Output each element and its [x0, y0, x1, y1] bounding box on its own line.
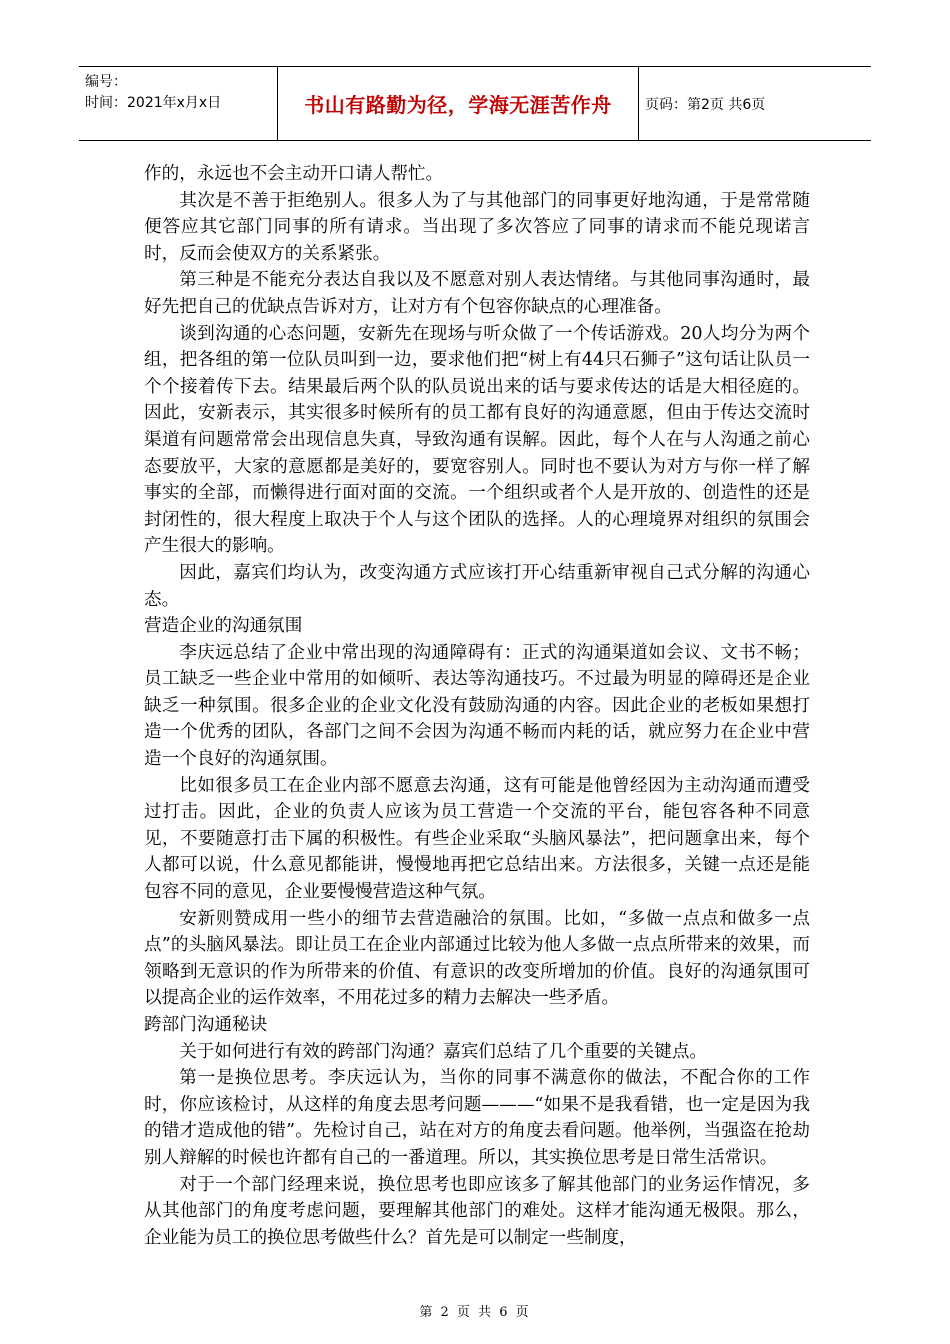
paragraph: 第一是换位思考。李庆远认为，当你的同事不满意你的做法，不配合你的工作时，你应该检讨，从这样的角度去思考问题———“如果不是我看错，也一定是因为我的错才造成他的错”。先检讨自己，站在对方的角度去看问题。他举例，当强盗在抢劫别人辩解的时候也许都有自己的一番道理。所以，其实换位思考是日常生活常识。	[144, 1068, 810, 1168]
header-motto: 书山有路勤为径，学海无涯苦作舟	[278, 67, 639, 140]
page-header	[79, 66, 871, 141]
paragraph: 谈到沟通的心态问题，安新先在现场与听众做了一个传话游戏。20人均分为两个组，把各组的第一位队员叫到一边，要求他们把“树上有44只石狮子”这句话让队员一个个接着传下去。结果最后两个队的队员说出来的话与要求传达的话是大相径庭的。因此，安新表示，其实很多时候所有的员工都有良好的沟通意愿，但由于传达交流时渠道有问题常常会出现信息失真，导致沟通有误解。因此，每个人在与人沟通之前心态要放平，大家的意愿都是美好的，要宽容别人。同时也不要认为对方与你一样了解事实的全部，而懒得进行面对面的交流。一个组织或者个人是开放的、创造性的还是封闭性的，很大程度上取决于个人与这个团队的选择。人的心理境界对组织的氛围会产生很大的影响。	[144, 323, 810, 557]
section-heading: 营造企业的沟通氛围	[144, 616, 303, 637]
paragraph: 其次是不善于拒绝别人。很多人为了与其他部门的同事更好地沟通，于是常常随便答应其它部门同事的所有请求。当出现了多次答应了同事的请求而不能兑现诺言时，反而会使双方的关系紧张。	[144, 190, 810, 264]
paragraph: 第三种是不能充分表达自我以及不愿意对别人表达情绪。与其他同事沟通时，最好先把自己的优缺点告诉对方，让对方有个包容你缺点的心理准备。	[144, 270, 810, 317]
time-label: 时间：2021年x月x日	[85, 95, 222, 111]
header-page-info: 页码：第2页 共6页	[645, 96, 766, 113]
document-body	[144, 161, 810, 1251]
serial-label: 编号：	[85, 74, 127, 90]
paragraph: 李庆远总结了企业中常出现的沟通障碍有：正式的沟通渠道如会议、文书不畅；员工缺乏一些企业中常用的如倾听、表达等沟通技巧。不过最为明显的障碍还是企业缺乏一种氛围。很多企业的企业文化没有鼓励沟通的内容。因此企业的老板如果想打造一个优秀的团队，各部门之间不会因为沟通不畅而内耗的话，就应努力在企业中营造一个良好的沟通氛围。	[144, 642, 810, 770]
paragraph: 作的，永远也不会主动开口请人帮忙。	[144, 164, 444, 184]
page-footer: 第 2 页 共 6 页	[419, 1305, 531, 1320]
paragraph: 比如很多员工在企业内部不愿意去沟通，这有可能是他曾经因为主动沟通而遭受过打击。因此，企业的负责人应该为员工营造一个交流的平台，能包容各种不同意见，不要随意打击下属的积极性。有些企业采取“头脑风暴法”，把问题拿出来，每个人都可以说，什么意见都能讲，慢慢地再把它总结出来。方法很多，关键一点还是能包容不同的意见，企业要慢慢营造这种气氛。	[144, 775, 810, 903]
section-heading: 跨部门沟通秘诀	[144, 1015, 268, 1035]
paragraph: 因此，嘉宾们均认为，改变沟通方式应该打开心结重新审视自己式分解的沟通心态。	[144, 562, 810, 610]
header-meta	[79, 67, 278, 140]
paragraph: 对于一个部门经理来说，换位思考也即应该多了解其他部门的业务运作情况，多从其他部门的角度考虑问题，要理解其他部门的难处。这样才能沟通无极限。那么，企业能为员工的换位思考做些什么？首先是可以制定一些制度，	[144, 1174, 810, 1248]
paragraph: 安新则赞成用一些小的细节去营造融洽的氛围。比如，“多做一点点和做多一点点”的头脑风暴法。即让员工在企业内部通过比较为他人多做一点点所带来的效果，而领略到无意识的作为所带来的价值、有意识的改变所增加的价值。良好的沟通氛围可以提高企业的运作效率，不用花过多的精力去解决一些矛盾。	[144, 908, 810, 1009]
paragraph: 关于如何进行有效的跨部门沟通？嘉宾们总结了几个重要的关键点。	[179, 1041, 708, 1062]
